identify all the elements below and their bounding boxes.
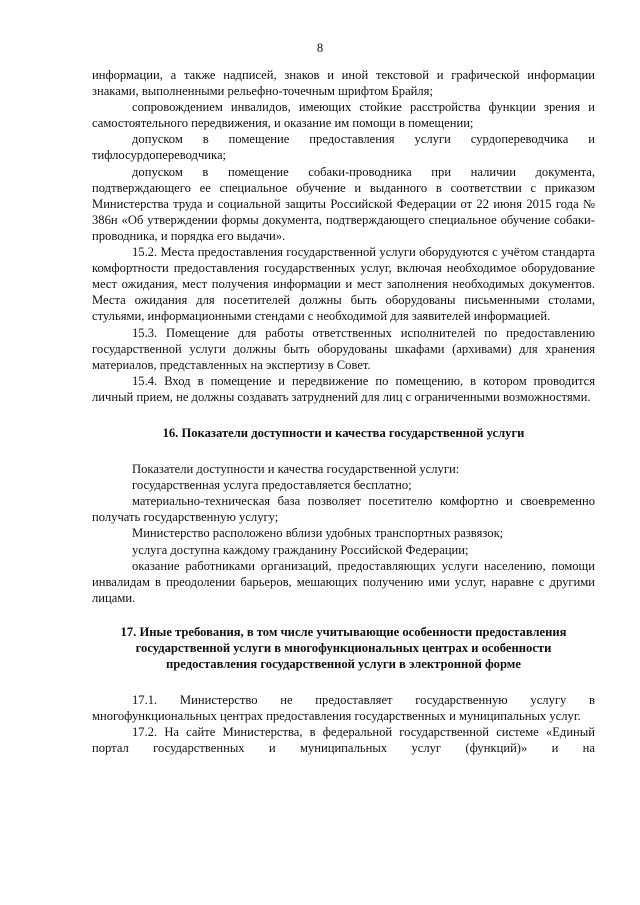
paragraph: 17.1. Министерство не предоставляет государственную услугу в многофункциональных центрах предоставления государственных и муниципальных услуг. [92, 693, 595, 724]
paragraph: допуском в помещение предоставления услуги сурдопереводчика и тифлосурдопереводчика; [92, 132, 595, 163]
section-heading-17: 17. Иные требования, в том числе учитывающие особенности предоставления государственной услуги в многофункциональных центрах и особенности предоставления государственной услуги в электронной форме [120, 624, 567, 672]
paragraph: информации, а также надписей, знаков и иной текстовой и графической информации знаками, выполненными рельефно-точечным шрифтом Брайля; [92, 68, 595, 99]
paragraph: Министерство расположено вблизи удобных транспортных развязок; [132, 526, 504, 541]
paragraph: 15.4. Вход в помещение и передвижение по помещению, в котором проводится личный прием, не должны создавать затруднений для лиц с ограниченными возможностями. [92, 373, 595, 404]
paragraph: оказание работниками организаций, предоставляющих услуги населению, помощи инвалидам в преодолении барьеров, мешающих получению ими услуг, наравне с другими лицами. [92, 558, 595, 605]
paragraph: материально-техническая база позволяет посетителю комфортно и своевременно получать государственную услугу; [92, 494, 595, 525]
paragraph: 17.2. На сайте Министерства, в федеральной государственной системе «Единый портал государственных и муниципальных услуг (функций)» и на [92, 725, 595, 756]
section-heading-16: 16. Показатели доступности и качества государственной услуги [162, 425, 525, 440]
page-number: 8 [316, 41, 324, 55]
document-body [92, 67, 595, 757]
paragraph: 15.2. Места предоставления государственной услуги оборудуются с учётом стандарта комфортности предоставления государственных услуг, включая необходимое оборудование мест ожидания, мест получения информации и мест заполнения необходимых документов. Места ожидания для посетителей должны быть оборудованы письменными столами, стульями, информационными стендами с необходимой для заявителей информацией. [92, 245, 595, 324]
paragraph: сопровождением инвалидов, имеющих стойкие расстройства функции зрения и самостоятельного передвижения, и оказание им помощи в помещении; [92, 100, 595, 131]
paragraph: допуском в помещение собаки-проводника при наличии документа, подтверждающего ее специальное обучение и выданного в соответствии с приказом Министерства труда и социальной защиты Российской Федерации от 22 июня 2015 года № 386н «Об утверждении формы документа, подтверждающего специальное обучение собаки-проводника, и порядка его выдачи». [92, 164, 595, 243]
paragraph: услуга доступна каждому гражданину Российской Федерации; [132, 542, 469, 557]
paragraph: 15.3. Помещение для работы ответственных исполнителей по предоставлению государственной услуги должны быть оборудованы шкафами (архивами) для хранения материалов, представленных на экспертизу в Совет. [92, 325, 595, 372]
paragraph: государственная услуга предоставляется бесплатно; [132, 478, 412, 493]
paragraph: Показатели доступности и качества государственной услуги: [132, 462, 460, 477]
